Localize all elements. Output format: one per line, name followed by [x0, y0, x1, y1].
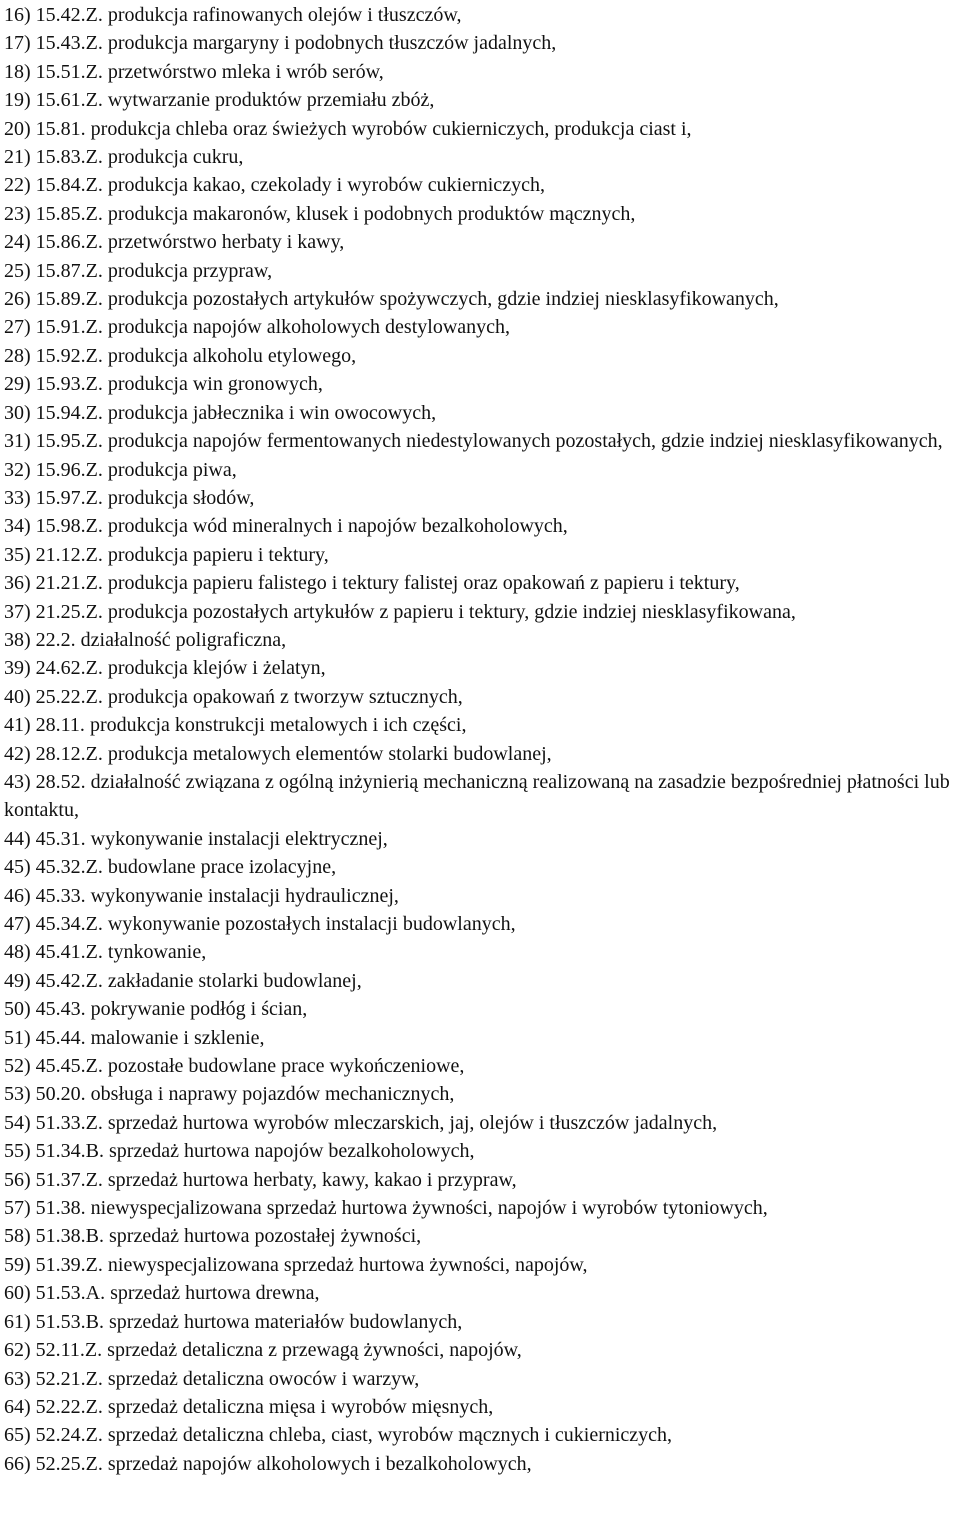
item-text: wytwarzanie produktów przemiału zbóż,: [107, 89, 435, 112]
item-code: 51.38.: [35, 1197, 86, 1220]
item-text: produkcja papieru falistego i tektury falistej oraz opakowań z papieru i tektury,: [107, 572, 740, 595]
item-text: przetwórstwo herbaty i kawy,: [107, 231, 345, 254]
list-item: [4, 967, 956, 995]
item-code: 45.34.Z.: [35, 913, 103, 935]
list-item: [4, 313, 956, 341]
item-number: 49): [4, 969, 31, 992]
item-code: 45.45.Z.: [35, 1055, 103, 1078]
item-text: produkcja metalowych elementów stolarki budowlanej,: [107, 742, 552, 765]
item-number: 46): [4, 884, 31, 907]
item-text: produkcja konstrukcji metalowych i ich części,: [89, 714, 467, 737]
item-text: produkcja wód mineralnych i napojów bezalkoholowych,: [107, 515, 568, 538]
item-code: 45.42.Z.: [35, 969, 103, 992]
item-text: sprzedaż hurtowa materiałów budowlanych,: [109, 1310, 463, 1333]
item-text: pokrywanie podłóg i ścian,: [90, 998, 308, 1021]
item-text: przetwórstwo mleka i wrób serów,: [107, 60, 384, 83]
item-number: 19): [4, 89, 31, 112]
item-number: 56): [4, 1168, 31, 1191]
item-code: 52.25.Z.: [35, 1452, 103, 1475]
item-text: sprzedaż hurtowa drewna,: [110, 1282, 320, 1305]
list-item: [4, 427, 956, 455]
item-code: 15.93.Z.: [35, 373, 103, 396]
item-text: sprzedaż hurtowa herbaty, kawy, kakao i przypraw,: [107, 1168, 517, 1191]
item-text: obsługa i naprawy pojazdów mechanicznych,: [90, 1083, 455, 1106]
item-text: sprzedaż hurtowa pozostałej żywności,: [109, 1225, 422, 1248]
list-item: [4, 1222, 956, 1250]
item-text: produkcja słodów,: [107, 486, 255, 509]
item-code: 15.95.Z.: [35, 430, 103, 453]
item-number: 17): [4, 32, 31, 55]
item-text: produkcja klejów i żelatyn,: [107, 657, 326, 680]
item-text: produkcja alkoholu etylowego,: [107, 344, 357, 367]
list-item: [4, 342, 956, 370]
item-code: 22.2.: [35, 628, 76, 651]
item-number: 38): [4, 628, 31, 651]
item-code: 15.86.Z.: [35, 231, 103, 254]
item-number: 27): [4, 316, 31, 339]
item-code: 15.97.Z.: [35, 486, 103, 509]
item-code: 52.21.Z.: [35, 1367, 103, 1390]
item-code: 52.24.Z.: [35, 1424, 103, 1447]
item-text: działalność poligraficzna,: [80, 628, 287, 651]
item-code: 28.52.: [35, 770, 86, 793]
item-text: produkcja piwa,: [107, 458, 237, 481]
list-item: [4, 285, 956, 313]
item-code: 15.89.Z.: [35, 288, 103, 311]
item-code: 51.34.B.: [35, 1140, 105, 1163]
item-number: 48): [4, 941, 31, 964]
item-text: sprzedaż detaliczna mięsa i wyrobów mięsnych,: [107, 1395, 494, 1418]
item-text: produkcja opakowań z tworzyw sztucznych,: [107, 685, 463, 708]
item-code: 15.83.Z.: [35, 146, 103, 169]
item-code: 15.42.Z.: [35, 4, 103, 26]
item-code: 51.33.Z.: [35, 1111, 103, 1134]
item-text: produkcja win gronowych,: [107, 373, 323, 396]
item-code: 15.43.Z.: [35, 32, 103, 55]
item-code: 45.43.: [35, 998, 86, 1021]
list-item: [4, 115, 956, 143]
item-text: produkcja papieru i tektury,: [107, 543, 329, 566]
item-number: 60): [4, 1282, 31, 1305]
list-item: [4, 86, 956, 114]
list-item: [4, 1365, 956, 1393]
item-number: 43): [4, 770, 31, 793]
list-item: [4, 882, 956, 910]
item-text: malowanie i szklenie,: [90, 1026, 265, 1049]
list-item: [4, 1194, 956, 1222]
item-number: 65): [4, 1424, 31, 1447]
item-text: produkcja napojów fermentowanych niedestylowanych pozostałych, gdzie indziej niesklasyfikowanych,: [107, 430, 943, 453]
list-item: [4, 143, 956, 171]
item-number: 30): [4, 401, 31, 424]
list-item: [4, 512, 956, 540]
item-text: niewyspecjalizowana sprzedaż hurtowa żywności, napojów i wyrobów tytoniowych,: [90, 1197, 768, 1220]
item-code: 24.62.Z.: [35, 657, 103, 680]
item-code: 15.81.: [35, 117, 86, 140]
item-number: 44): [4, 827, 31, 850]
list-item: [4, 1, 956, 29]
item-number: 29): [4, 373, 31, 396]
item-number: 58): [4, 1225, 31, 1248]
list-item: [4, 257, 956, 285]
item-code: 51.38.B.: [35, 1225, 105, 1248]
item-code: 15.98.Z.: [35, 515, 103, 538]
item-text: sprzedaż detaliczna z przewagą żywności, napojów,: [107, 1339, 522, 1362]
list-item: [4, 853, 956, 881]
activity-code-list: [4, 1, 956, 1478]
list-item: [4, 995, 956, 1023]
item-code: 52.11.Z.: [35, 1339, 103, 1362]
item-code: 51.37.Z.: [35, 1168, 103, 1191]
list-item: [4, 484, 956, 512]
item-code: 51.53.A.: [35, 1282, 106, 1305]
item-text: sprzedaż napojów alkoholowych i bezalkoholowych,: [107, 1452, 532, 1475]
list-item: [4, 541, 956, 569]
list-item: [4, 1109, 956, 1137]
item-number: 16): [4, 4, 31, 26]
list-item: [4, 1137, 956, 1165]
item-number: 33): [4, 486, 31, 509]
item-code: 15.51.Z.: [35, 60, 103, 83]
item-number: 24): [4, 231, 31, 254]
item-number: 45): [4, 856, 31, 879]
item-number: 20): [4, 117, 31, 140]
item-text: zakładanie stolarki budowlanej,: [107, 969, 362, 992]
item-text: niewyspecjalizowana sprzedaż hurtowa żywności, napojów,: [107, 1253, 588, 1276]
item-number: 54): [4, 1111, 31, 1134]
list-item: [4, 938, 956, 966]
item-text: sprzedaż detaliczna chleba, ciast, wyrobów mącznych i cukierniczych,: [107, 1424, 673, 1447]
item-code: 21.12.Z.: [35, 543, 103, 566]
item-text: produkcja rafinowanych olejów i tłuszczów,: [107, 4, 462, 26]
list-item: [4, 399, 956, 427]
item-text: wykonywanie instalacji hydraulicznej,: [90, 884, 399, 907]
item-number: 50): [4, 998, 31, 1021]
item-text: produkcja makaronów, klusek i podobnych produktów mącznych,: [107, 202, 636, 225]
item-text: działalność związana z ogólną inżynierią mechaniczną realizowaną na zasadzie bezpośredniej płatności lub kontaktu,: [4, 770, 950, 822]
item-code: 21.21.Z.: [35, 572, 103, 595]
item-number: 35): [4, 543, 31, 566]
list-item: [4, 910, 956, 938]
item-number: 40): [4, 685, 31, 708]
item-code: 15.92.Z.: [35, 344, 103, 367]
item-text: produkcja przypraw,: [107, 259, 273, 282]
item-number: 36): [4, 572, 31, 595]
list-item: [4, 456, 956, 484]
item-text: produkcja pozostałych artykułów spożywczych, gdzie indziej niesklasyfikowanych,: [107, 288, 779, 311]
item-number: 47): [4, 913, 31, 935]
list-item: [4, 1308, 956, 1336]
item-number: 37): [4, 600, 31, 623]
item-code: 45.33.: [35, 884, 86, 907]
list-item: [4, 370, 956, 398]
item-text: tynkowanie,: [107, 941, 207, 964]
item-number: 66): [4, 1452, 31, 1475]
list-item: [4, 1393, 956, 1421]
item-text: produkcja margaryny i podobnych tłuszczów jadalnych,: [107, 32, 557, 55]
item-number: 31): [4, 430, 31, 453]
list-item: [4, 1052, 956, 1080]
list-item: [4, 569, 956, 597]
item-code: 45.44.: [35, 1026, 86, 1049]
item-code: 51.53.B.: [35, 1310, 105, 1333]
item-number: 62): [4, 1339, 31, 1362]
item-number: 55): [4, 1140, 31, 1163]
list-item: [4, 1024, 956, 1052]
item-code: 45.32.Z.: [35, 856, 103, 879]
item-number: 51): [4, 1026, 31, 1049]
item-number: 32): [4, 458, 31, 481]
item-text: produkcja pozostałych artykułów z papieru i tektury, gdzie indziej niesklasyfikowana,: [107, 600, 796, 623]
list-item: [4, 768, 956, 825]
item-code: 15.61.Z.: [35, 89, 103, 112]
list-item: [4, 825, 956, 853]
list-item: [4, 626, 956, 654]
list-item: [4, 711, 956, 739]
item-number: 64): [4, 1395, 31, 1418]
list-item: [4, 1251, 956, 1279]
item-code: 15.87.Z.: [35, 259, 103, 282]
list-item: [4, 58, 956, 86]
item-number: 23): [4, 202, 31, 225]
item-number: 57): [4, 1197, 31, 1220]
list-item: [4, 228, 956, 256]
item-text: sprzedaż hurtowa napojów bezalkoholowych,: [109, 1140, 475, 1163]
item-number: 61): [4, 1310, 31, 1333]
item-number: 25): [4, 259, 31, 282]
item-number: 39): [4, 657, 31, 680]
item-code: 15.84.Z.: [35, 174, 103, 197]
list-item: [4, 1166, 956, 1194]
item-text: produkcja jabłecznika i win owocowych,: [107, 401, 437, 424]
item-number: 42): [4, 742, 31, 765]
item-code: 52.22.Z.: [35, 1395, 103, 1418]
item-number: 59): [4, 1253, 31, 1276]
item-code: 25.22.Z.: [35, 685, 103, 708]
list-item: [4, 171, 956, 199]
item-code: 28.12.Z.: [35, 742, 103, 765]
item-code: 45.31.: [35, 827, 86, 850]
item-text: wykonywanie pozostałych instalacji budowlanych,: [107, 913, 516, 935]
list-item: [4, 200, 956, 228]
item-code: 28.11.: [35, 714, 85, 737]
item-number: 18): [4, 60, 31, 83]
item-number: 41): [4, 714, 31, 737]
item-number: 22): [4, 174, 31, 197]
item-text: sprzedaż detaliczna owoców i warzyw,: [107, 1367, 420, 1390]
item-text: produkcja cukru,: [107, 146, 244, 169]
item-code: 50.20.: [35, 1083, 86, 1106]
item-text: produkcja kakao, czekolady i wyrobów cukierniczych,: [107, 174, 545, 197]
item-text: pozostałe budowlane prace wykończeniowe,: [107, 1055, 465, 1078]
item-text: produkcja chleba oraz świeżych wyrobów cukierniczych, produkcja ciast i,: [90, 117, 692, 140]
list-item: [4, 1421, 956, 1449]
item-number: 28): [4, 344, 31, 367]
list-item: [4, 1450, 956, 1478]
item-code: 21.25.Z.: [35, 600, 103, 623]
list-item: [4, 1279, 956, 1307]
list-item: [4, 654, 956, 682]
list-item: [4, 29, 956, 57]
item-code: 15.96.Z.: [35, 458, 103, 481]
item-code: 15.85.Z.: [35, 202, 103, 225]
item-number: 26): [4, 288, 31, 311]
item-code: 45.41.Z.: [35, 941, 103, 964]
item-number: 52): [4, 1055, 31, 1078]
item-text: produkcja napojów alkoholowych destylowanych,: [107, 316, 511, 339]
item-number: 53): [4, 1083, 31, 1106]
item-number: 63): [4, 1367, 31, 1390]
item-number: 21): [4, 146, 31, 169]
list-item: [4, 1080, 956, 1108]
item-number: 34): [4, 515, 31, 538]
item-text: sprzedaż hurtowa wyrobów mleczarskich, jaj, olejów i tłuszczów jadalnych,: [107, 1111, 718, 1134]
item-code: 15.94.Z.: [35, 401, 103, 424]
item-code: 51.39.Z.: [35, 1253, 103, 1276]
list-item: [4, 740, 956, 768]
item-text: wykonywanie instalacji elektrycznej,: [90, 827, 388, 850]
item-code: 15.91.Z.: [35, 316, 103, 339]
list-item: [4, 1336, 956, 1364]
item-text: budowlane prace izolacyjne,: [107, 856, 337, 879]
list-item: [4, 683, 956, 711]
list-item: [4, 598, 956, 626]
